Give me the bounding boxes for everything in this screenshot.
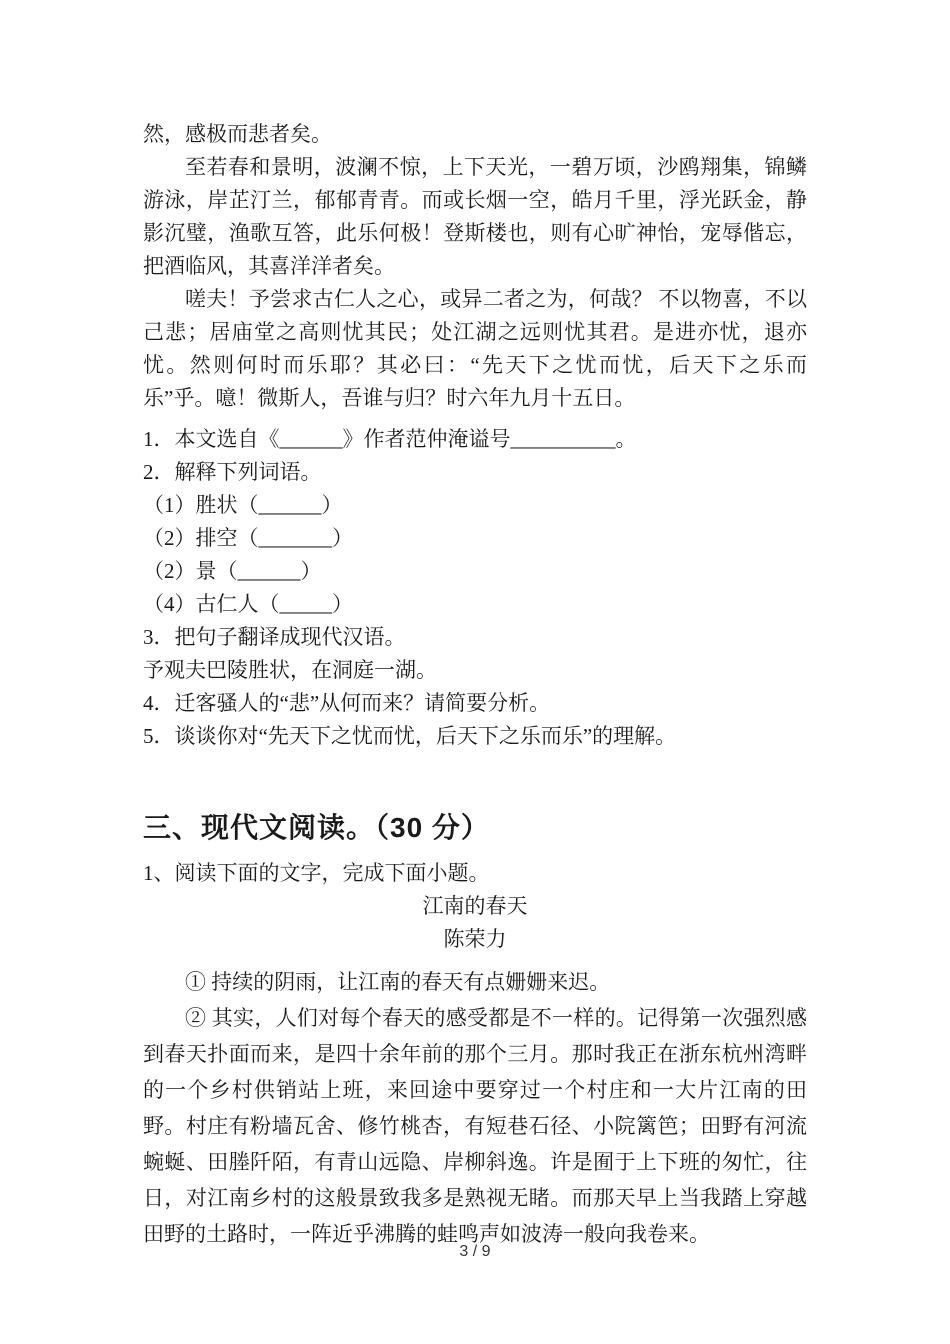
classical-paragraph-tail: 然，感极而悲者矣。 (143, 122, 332, 146)
question-4: 4．迁客骚人的“悲”从何而来？请简要分析。 (143, 691, 551, 715)
section-three-heading: 三、现代文阅读。（30 分） (143, 812, 490, 843)
question-1: 1．本文选自《______》作者范仲淹谥号__________。 (143, 427, 637, 451)
reading-intro: 1、阅读下面的文字，完成下面小题。 (143, 861, 490, 885)
classical-paragraph-jiefu: 嗟夫！予尝求古仁人之心，或异二者之为，何哉？ 不以物喜，不以己悲；居庙堂之高则忧其民；处江湖之远则忧其君。是进亦忧，退亦忧。然则何时而乐耶？其必曰：“先天下之忧而忧，后天下之乐而乐”乎。噫！微斯人，吾谁与归？时六年九月十五日。 (143, 287, 807, 410)
page-number: 3 / 9 (459, 1243, 491, 1260)
question-2: 2．解释下列词语。 (143, 460, 322, 484)
article-title: 江南的春天 (422, 894, 528, 918)
classical-questions (143, 423, 807, 753)
question-3-sentence: 予观夫巴陵胜状，在洞庭一湖。 (143, 658, 437, 682)
question-2-item-3: （2）景（______） (143, 559, 322, 583)
modern-reading-block (143, 857, 807, 1252)
question-3: 3．把句子翻译成现代汉语。 (143, 625, 406, 649)
question-2-item-2: （2）排空（_______） (143, 526, 353, 550)
question-5: 5．谈谈你对“先天下之忧而忧，后天下之乐而乐”的理解。 (143, 724, 677, 748)
page-content (143, 118, 807, 1252)
article-author: 陈荣力 (443, 927, 507, 951)
article-paragraph-2: ② 其实，人们对每个春天的感受都是不一样的。记得第一次强烈感到春天扑面而来，是四十余年前的那个三月。那时我正在浙东杭州湾畔的一个乡村供销站上班，来回途中要穿过一个村庄和一大片江南的田野。村庄有粉墙瓦舍、修竹桃杏，有短巷石径、小院篱笆；田野有河流蜿蜒、田塍阡陌，有青山远隐、岸柳斜逸。许是囿于上下班的匆忙，往日，对江南乡村的这般景致我多是熟视无睹。而那天早上当我踏上穿越田野的土路时，一阵近乎沸腾的蛙鸣声如波涛一般向我卷来。 (143, 1006, 807, 1246)
question-2-item-4: （4）古仁人（_____） (143, 592, 353, 616)
article-paragraph-1: ① 持续的阴雨，让江南的春天有点姗姗来迟。 (185, 970, 611, 994)
classical-paragraph-spring: 至若春和景明，波澜不惊，上下天光，一碧万顷，沙鸥翔集，锦鳞游泳，岸芷汀兰，郁郁青青。而或长烟一空，皓月千里，浮光跃金，静影沉璧，渔歌互答，此乐何极！登斯楼也，则有心旷神怡，宠辱偕忘，把酒临风，其喜洋洋者矣。 (143, 155, 807, 278)
question-2-item-1: （1）胜状（______） (143, 493, 343, 517)
